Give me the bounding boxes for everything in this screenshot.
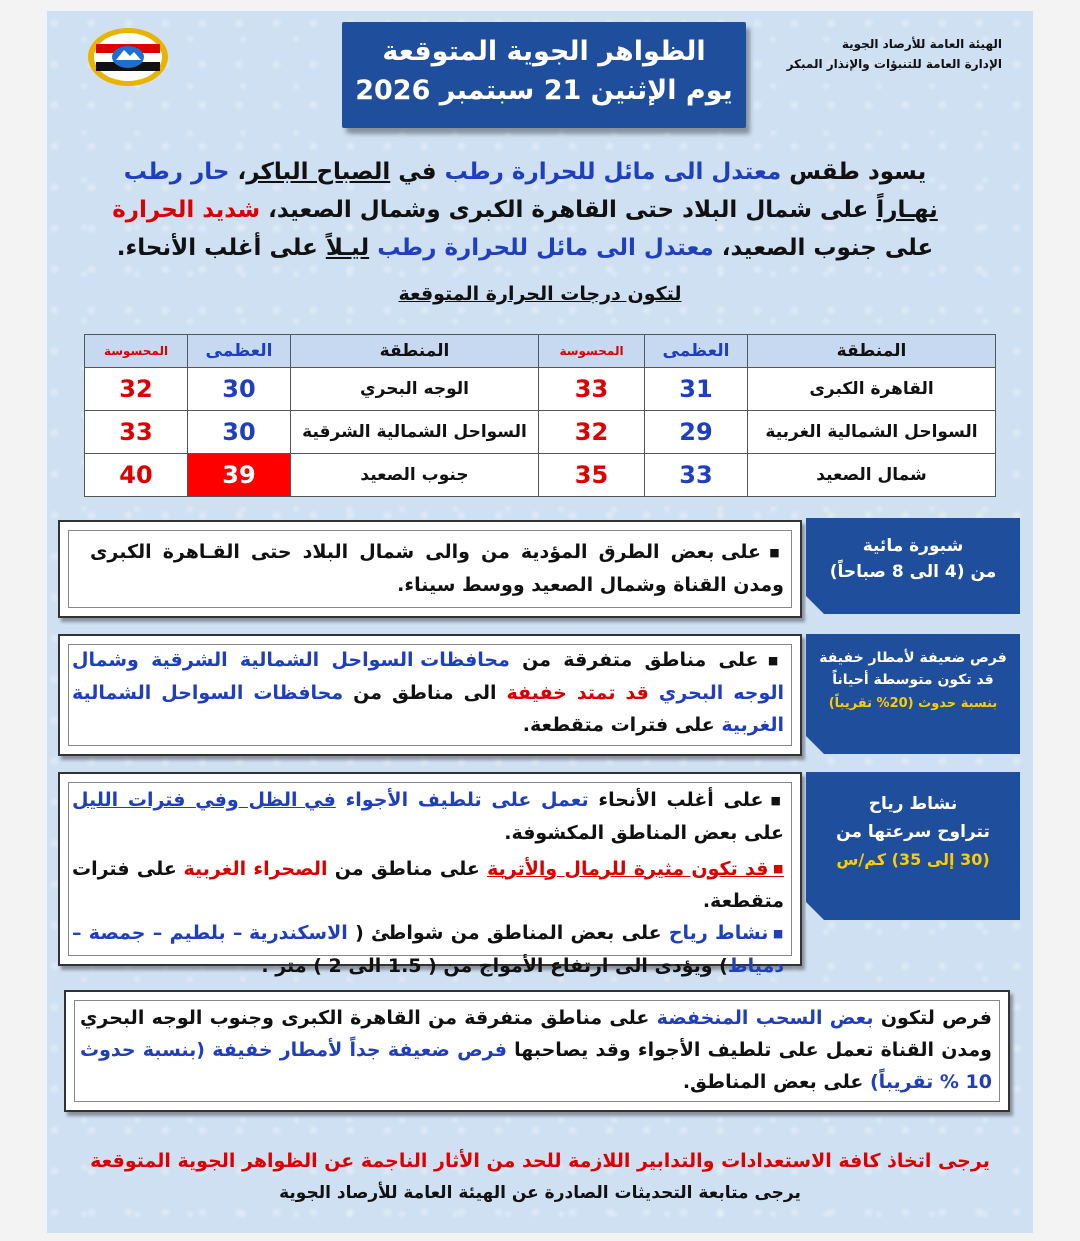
wind-item-1 — [72, 784, 784, 849]
region-cell: الوجه البحري — [291, 368, 539, 411]
feel-temp-cell: 32 — [539, 411, 645, 454]
clouds-text — [80, 1002, 992, 1098]
clouds-text-part: على مناطق متفرقة من القاهرة الكبرى وجنوب الوجه البحري ومدن القناة تعمل على تلطيف الأجواء وقد يصاحبها — [80, 1007, 992, 1061]
org-department: الإدارة العامة للتنبؤات والإنذار المبكر — [786, 57, 1002, 71]
footer-note: يرجى متابعة التحديثات الصادرة عن الهيئة العامة للأرصاد الجوية — [279, 1183, 801, 1203]
summary-highlight: معتدل الى مائل للحرارة رطب — [444, 159, 782, 185]
wind-text-part: على بعض المناطق المكشوفة. — [504, 821, 784, 844]
rain-tag-probability: بنسبة حدوث (20% تقريباً) — [828, 696, 998, 711]
fog-tag — [806, 518, 1020, 614]
wind-tag-title: نشاط رياح — [868, 794, 958, 814]
max-temp-cell-alert: 39 — [188, 454, 291, 497]
wind-highlight: ■ قد تكون مثيرة للرمال والأتربة — [487, 858, 784, 880]
summary-text: في — [390, 159, 445, 185]
fog-panel — [58, 520, 802, 618]
summary-highlight: نهـاراً — [876, 197, 938, 223]
wind-highlight: ■ نشاط رياح — [669, 922, 784, 944]
wind-tag-subtitle: تتراوح سرعتها من — [836, 822, 990, 842]
weather-summary — [110, 153, 940, 267]
clouds-text-part: فرص لتكون — [873, 1007, 992, 1029]
max-temp-cell: 29 — [645, 411, 748, 454]
header-feel: المحسوسة — [539, 335, 645, 368]
wind-text-part: على فترات متقطعة. — [72, 857, 784, 912]
rain-text-part: على فترات متقطعة. — [522, 713, 722, 736]
wind-text-part: على بعض المناطق من شواطئ ( — [347, 922, 669, 944]
max-temp-cell: 30 — [188, 411, 291, 454]
rain-tag-subtitle: قد تكون متوسطة أحياناً — [832, 672, 994, 688]
page-title: الظواهر الجوية المتوقعة — [382, 36, 706, 67]
summary-highlight: حار رطب — [123, 159, 230, 185]
wind-text-part: على مناطق من — [327, 857, 488, 880]
rain-text-part: ■ على مناطق متفرقة من — [510, 649, 784, 671]
table-header-row — [85, 335, 996, 368]
rain-text-part: الى مناطق من — [343, 681, 507, 704]
feel-temp-cell: 33 — [539, 368, 645, 411]
header-feel: المحسوسة — [85, 335, 188, 368]
wind-text-part: ■ على أغلب الأنحاء — [589, 789, 784, 811]
max-temp-cell: 30 — [188, 368, 291, 411]
clouds-highlight: بعض السحب المنخفضة — [656, 1007, 874, 1029]
rain-highlight: محافظات السواحل الشمالية الشرقية وشمال الوجه البحري — [72, 649, 785, 704]
table-row — [85, 454, 996, 497]
summary-text: على شمال البلاد حتى القاهرة الكبرى وشمال الصعيد، — [260, 197, 877, 223]
max-temp-cell: 31 — [645, 368, 748, 411]
summary-highlight: شديد الحرارة — [112, 197, 261, 223]
region-cell: شمال الصعيد — [748, 454, 996, 497]
rain-text — [72, 644, 784, 741]
feel-temp-cell: 32 — [85, 368, 188, 411]
summary-highlight: معتدل الى مائل للحرارة رطب — [377, 235, 714, 261]
feel-temp-cell: 33 — [85, 411, 188, 454]
table-row — [85, 411, 996, 454]
footer-warning: يرجى اتخاذ كافة الاستعدادات والتدابير اللازمة للحد من الأثار الناجمة عن الظواهر الجوية المتوقعة — [90, 1150, 990, 1172]
region-cell: السواحل الشمالية الغربية — [748, 411, 996, 454]
title-box — [342, 22, 746, 128]
header-max: العظمى — [645, 335, 748, 368]
wind-text-part — [336, 789, 346, 811]
region-cell: جنوب الصعيد — [291, 454, 539, 497]
wind-highlight: الصحراء الغربية — [183, 857, 328, 880]
wind-text — [72, 784, 784, 982]
fog-tag-time: من (4 الى 8 صباحاً) — [829, 562, 997, 582]
fog-bullet: ■ على بعض الطرق المؤدية من والى شمال البلاد حتى القـاهرة الكبرى ومدن القناة وشمال الصعيد ووسط سيناء. — [90, 541, 784, 596]
rain-text-part — [649, 682, 659, 704]
summary-text: ، — [229, 159, 247, 185]
rain-highlight: قد تمتد خفيفة — [506, 681, 649, 704]
fog-text — [90, 536, 784, 601]
rain-highlight: محافظات السواحل الشمالية الغربية — [72, 681, 784, 736]
clouds-panel — [64, 990, 1010, 1112]
header-region: المنطقة — [291, 335, 539, 368]
clouds-highlight: فرص ضعيفة جداً لأمطار خفيفة (بنسبة حدوث 10 % تقريباً) — [80, 1039, 992, 1093]
ema-logo — [86, 26, 170, 88]
wind-item-3 — [72, 917, 784, 982]
wind-panel — [58, 772, 802, 977]
summary-text — [369, 235, 377, 261]
summary-highlight: الصباح الباكر — [246, 159, 391, 185]
region-cell: السواحل الشمالية الشرقية — [291, 411, 539, 454]
wind-tag-speed: (30 إلى 35) كم/س — [836, 850, 990, 869]
wind-highlight: الاسكندرية – بلطيم – جمصة – دمياط — [72, 922, 784, 977]
organization-header — [742, 34, 1002, 74]
wind-highlight: في الظل وفي فترات الليل — [72, 789, 336, 811]
table-row — [85, 368, 996, 411]
wind-item-2 — [72, 853, 784, 918]
fog-tag-title: شبورة مائية — [862, 536, 964, 556]
temperature-table — [84, 334, 996, 497]
wind-highlight: تعمل على تلطيف الأجواء — [345, 789, 589, 811]
feel-temp-cell: 35 — [539, 454, 645, 497]
max-temp-cell: 33 — [645, 454, 748, 497]
clouds-text-part: على بعض المناطق. — [682, 1071, 870, 1093]
rain-tag-title: فرص ضعيفة لأمطار خفيفة — [819, 650, 1007, 666]
summary-text: على أغلب الأنحاء. — [116, 235, 326, 261]
rain-panel — [58, 634, 802, 756]
rain-tag — [806, 634, 1020, 754]
date-line: يوم الإثنين 21 سبتمبر 2026 — [355, 75, 733, 106]
temperature-table-title: لتكون درجات الحرارة المتوقعة — [398, 283, 682, 305]
feel-temp-cell: 40 — [85, 454, 188, 497]
region-cell: القاهرة الكبرى — [748, 368, 996, 411]
summary-text: على جنوب الصعيد، — [713, 235, 934, 261]
header-region: المنطقة — [748, 335, 996, 368]
summary-text: يسود طقس — [781, 159, 927, 185]
summary-highlight: ليـلاً — [325, 235, 370, 261]
wind-text-part: ) ويؤدى الى ارتفاع الأمواج من ( 1.5 الى 2 ) متر . — [261, 954, 728, 977]
org-name: الهيئة العامة للأرصاد الجوية — [841, 37, 1002, 51]
wind-tag — [806, 772, 1020, 920]
header-max: العظمى — [188, 335, 291, 368]
